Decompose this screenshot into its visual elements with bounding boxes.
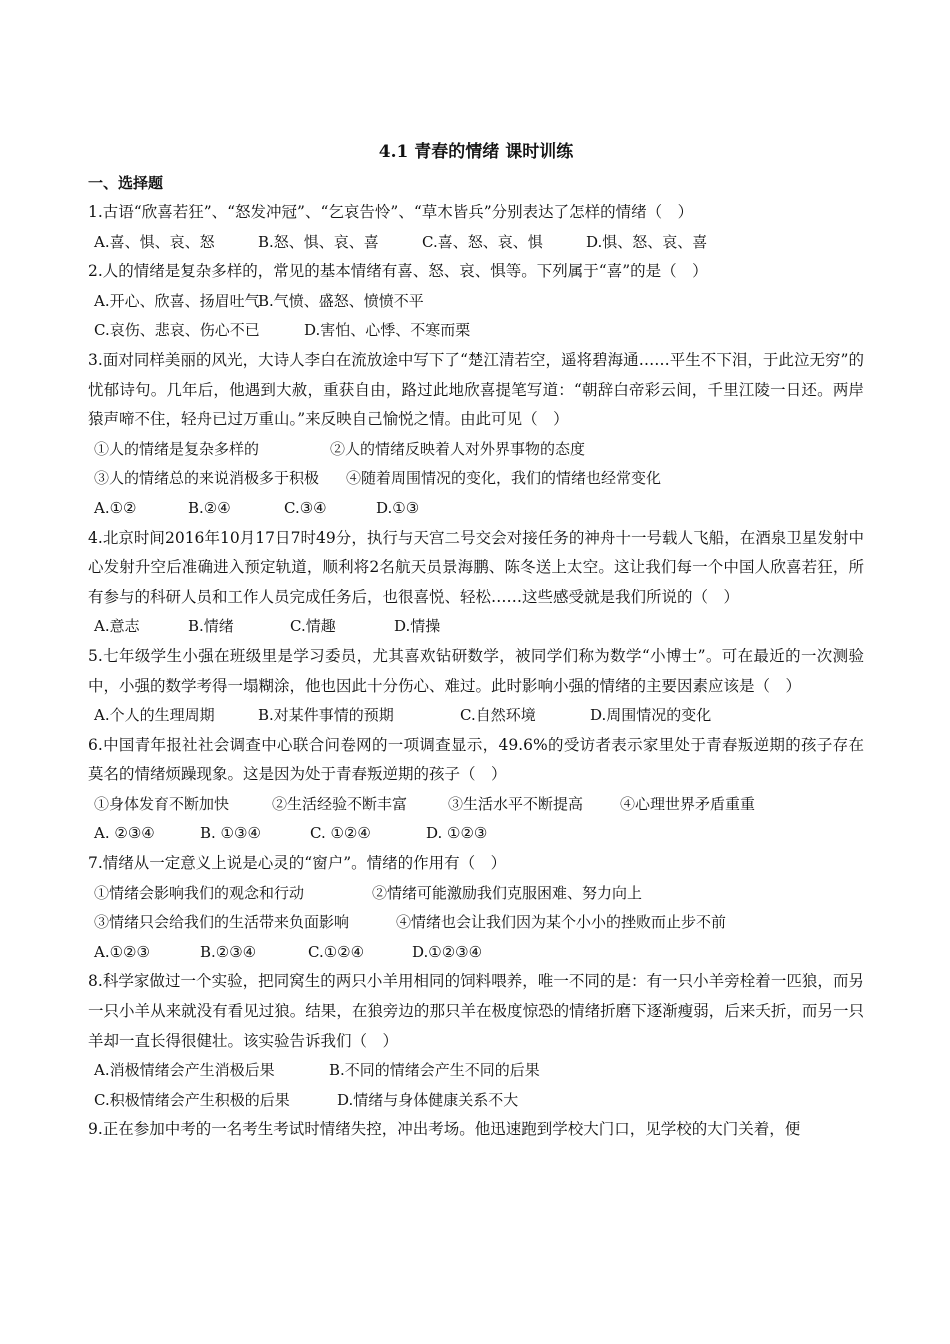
option-c[interactable]: C.情趣 (290, 617, 336, 636)
option-row (88, 819, 864, 849)
option-a[interactable]: A. ②③④ (94, 824, 155, 843)
statement-item: ③情绪只会给我们的生活带来负面影响 (94, 913, 350, 932)
statement-item: ①人的情绪是复杂多样的 (94, 439, 260, 458)
option-b[interactable]: B.情绪 (188, 617, 234, 636)
question-stem: 5.七年级学生小强在班级里是学习委员，尤其喜欢钻研数学，被同学们称为数学“小博士”。可在最近的一次测验中，小强的数学考得一塌糊涂，他也因此十分伤心、难过。此时影响小强的情绪的主要因素应该是（ ） (88, 646, 864, 695)
statement-row (88, 879, 864, 909)
option-b[interactable]: B.对某件事情的预期 (258, 706, 394, 725)
page-title: 4.1 青春的情绪 课时训练 (378, 142, 574, 162)
statement-item: ①身体发育不断加快 (94, 794, 230, 813)
option-row (88, 287, 864, 317)
option-row (88, 612, 864, 642)
statement-item: ④随着周围情况的变化，我们的情绪也经常变化 (346, 469, 662, 488)
option-d[interactable]: D.①③ (376, 498, 420, 517)
option-row (88, 316, 864, 346)
question-stem: 2.人的情绪是复杂多样的，常见的基本情绪有喜、怒、哀、惧等。下列属于“喜”的是（ ） (88, 262, 708, 281)
section-heading: 一、选择题 (88, 174, 164, 192)
question-stem: 6.中国青年报社社会调查中心联合问卷网的一项调查显示，49.6%的受访者表示家里处于青春叛逆期的孩子存在莫名的情绪烦躁现象。这是因为处于青春叛逆期的孩子（ ） (88, 735, 864, 784)
option-a[interactable]: A.①② (94, 498, 137, 517)
option-b[interactable]: B.不同的情绪会产生不同的后果 (329, 1061, 540, 1080)
statement-row (88, 435, 864, 465)
question-stem: 1.古语“欣喜若狂”、“怒发冲冠”、“乞哀告怜”、“草木皆兵”分别表达了怎样的情绪（ ） (88, 203, 694, 221)
option-c[interactable]: C.积极情绪会产生积极的后果 (94, 1090, 290, 1109)
option-a[interactable]: A.消极情绪会产生消极后果 (94, 1061, 275, 1080)
option-c[interactable]: C.③④ (284, 498, 327, 517)
question-stem: 8.科学家做过一个实验，把同窝生的两只小羊用相同的饲料喂养，唯一不同的是：有一只小羊旁栓着一匹狼，而另一只小羊从来就没有看见过狼。结果，在狼旁边的那只羊在极度惊恐的情绪折磨下逐渐瘦弱，后来夭折，而另一只羊却一直长得很健壮。该实验告诉我们（ ） (88, 972, 864, 1050)
option-a[interactable]: A.意志 (94, 617, 140, 636)
statement-item: ③生活水平不断提高 (448, 794, 584, 813)
option-a[interactable]: A.个人的生理周期 (94, 706, 215, 725)
question-stem: 9.正在参加中考的一名考生考试时情绪失控，冲出考场。他迅速跑到学校大门口，见学校的大门关着，便 (88, 1120, 801, 1139)
statement-row (88, 464, 864, 494)
option-d[interactable]: D.情绪与身体健康关系不大 (337, 1090, 519, 1109)
option-d[interactable]: D.①②③④ (412, 942, 483, 961)
statement-item: ③人的情绪总的来说消极多于积极 (94, 469, 320, 488)
option-b[interactable]: B.怒、惧、哀、喜 (258, 232, 379, 251)
option-b[interactable]: B. ①③④ (200, 824, 261, 843)
statement-item: ②情绪可能激励我们克服困难、努力向上 (372, 883, 643, 902)
statement-item: ④心理世界矛盾重重 (620, 794, 756, 813)
option-d[interactable]: D.周围情况的变化 (590, 706, 712, 725)
statement-row (88, 790, 864, 820)
option-c[interactable]: C.喜、怒、哀、惧 (422, 232, 543, 251)
option-d[interactable]: D.情操 (394, 617, 441, 636)
question-stem: 4.北京时间2016年10月17日7时49分，执行与天宫二号交会对接任务的神舟十一号载人飞船，在酒泉卫星发射中心发射升空后准确进入预定轨道，顺利将2名航天员景海鹏、陈冬送上太空。这让我们每一个中国人欣喜若狂，所有参与的科研人员和工作人员完成任务后，也很喜悦、轻松……这些感受就是我们所说的（ ） (88, 528, 864, 606)
statement-item: ④情绪也会让我们因为某个小小的挫败而止步不前 (396, 913, 727, 932)
option-d[interactable]: D.害怕、心悸、不寒而栗 (304, 321, 471, 340)
statement-item: ①情绪会影响我们的观念和行动 (94, 883, 305, 902)
option-row (88, 938, 864, 968)
option-c[interactable]: C.①②④ (308, 942, 365, 961)
option-d[interactable]: D. ①②③ (426, 824, 488, 843)
worksheet-page (88, 138, 864, 1145)
option-d[interactable]: D.惧、怒、哀、喜 (586, 232, 708, 251)
option-row (88, 228, 864, 258)
option-a[interactable]: A.①②③ (94, 942, 150, 961)
option-b[interactable]: B.②④ (188, 498, 231, 517)
option-row (88, 701, 864, 731)
option-b[interactable]: B.气愤、盛怒、愤愤不平 (258, 291, 424, 310)
option-a[interactable]: A.开心、欣喜、扬眉吐气 (94, 291, 260, 310)
option-b[interactable]: B.②③④ (200, 942, 257, 961)
statement-item: ②人的情绪反映着人对外界事物的态度 (330, 439, 586, 458)
option-row (88, 494, 864, 524)
option-c[interactable]: C. ①②④ (310, 824, 371, 843)
question-stem: 7.情绪从一定意义上说是心灵的“窗户”。情绪的作用有（ ） (88, 854, 507, 873)
statement-item: ②生活经验不断丰富 (272, 794, 408, 813)
question-stem: 3.面对同样美丽的风光，大诗人李白在流放途中写下了“楚江清若空，遥将碧海通……平生不下泪，于此泣无穷”的忧郁诗句。几年后，他遇到大赦，重获自由，路过此地欣喜提笔写道：“朝辞白帝彩云间，千里江陵一日还。两岸猿声啼不住，轻舟已过万重山。”来反映自己愉悦之情。由此可见（ ） (88, 350, 864, 429)
option-row (88, 1056, 864, 1086)
option-row (88, 1086, 864, 1116)
statement-row (88, 908, 864, 938)
option-c[interactable]: C.自然环境 (460, 706, 536, 725)
option-a[interactable]: A.喜、惧、哀、怒 (94, 232, 215, 251)
option-c[interactable]: C.哀伤、悲哀、伤心不已 (94, 321, 260, 340)
